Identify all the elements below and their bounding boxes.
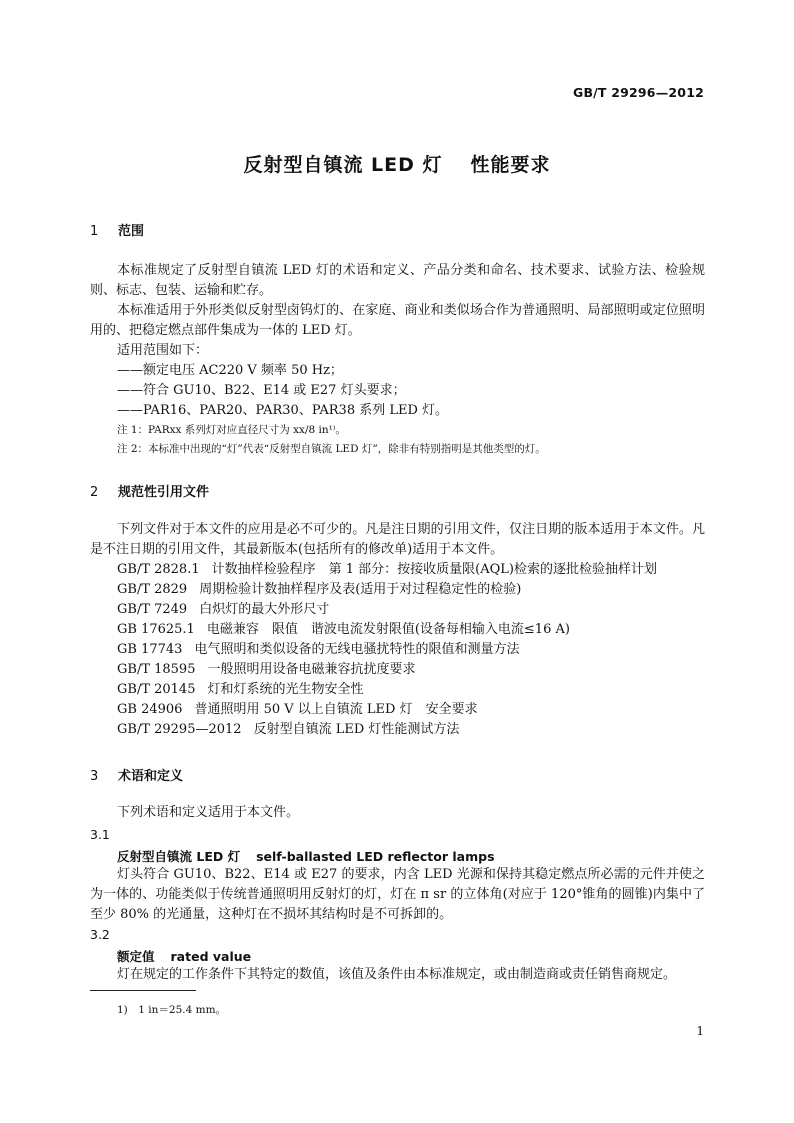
- paragraph: 本标准适用于外形类似反射型卤钨灯的、在家庭、商业和类似场合作为普通照明、局部照明或定位照明用的、把稳定燃点部件集成为一体的 LED 灯。: [90, 303, 705, 338]
- reference-item: [90, 620, 705, 640]
- term-zh: 反射型自镇流 LED 灯: [117, 849, 241, 864]
- reference-title: 白炽灯的最大外形尺寸: [199, 602, 330, 617]
- list-item: ——符合 GU10、B22、E14 或 E27 灯头要求；: [117, 383, 406, 398]
- reference-code: GB/T 20145: [117, 682, 196, 697]
- section-2-body: [90, 520, 705, 740]
- definition-text: 灯头符合 GU10、B22、E14 或 E27 的要求，内含 LED 光源和保持其稳定燃点所必需的元件并使之为一体的、功能类似于传统普通照明用反射灯的灯，灯在 π sr 的立体角(对应于 120°锥角的圆锥)内集中了至少 80% 的光通量，这种灯在不损坏其结构时是不可拆卸的。: [90, 867, 705, 922]
- paragraph: 本标准规定了反射型自镇流 LED 灯的术语和定义、产品分类和命名、技术要求、试验方法、检验规则、标志、包装、运输和贮存。: [90, 263, 705, 298]
- section-title: 术语和定义: [118, 769, 184, 784]
- term-definition: [90, 965, 705, 985]
- reference-code: GB/T 29295—2012: [117, 722, 242, 737]
- reference-item: [90, 680, 705, 700]
- section-number: 3: [90, 769, 99, 784]
- section-number: 1: [90, 224, 99, 239]
- footnote-divider: [90, 990, 196, 991]
- reference-item: [90, 600, 705, 620]
- reference-item: [90, 700, 705, 720]
- section-title: 规范性引用文件: [118, 485, 210, 500]
- section-3-heading: [90, 765, 183, 784]
- reference-code: GB 24906: [117, 702, 183, 717]
- reference-title: 反射型自镇流 LED 灯性能测试方法: [253, 722, 460, 737]
- page-number: 1: [696, 1024, 704, 1038]
- reference-title: 普通照明用 50 V 以上自镇流 LED 灯 安全要求: [194, 702, 478, 717]
- definition-text: 灯在规定的工作条件下其特定的数值，该值及条件由本标准规定，或由制造商或责任销售商规定。: [117, 967, 677, 982]
- reference-title: 电磁兼容 限值 谐波电流发射限值(设备每相输入电流≤16 A): [206, 622, 570, 637]
- reference-code: GB 17743: [117, 642, 183, 657]
- list-item: ——PAR16、PAR20、PAR30、PAR38 系列 LED 灯。: [117, 403, 449, 418]
- title-part-1: 反射型自镇流 LED 灯: [243, 154, 443, 176]
- section-number: 2: [90, 485, 99, 500]
- reference-code: GB 17625.1: [117, 622, 195, 637]
- list-item: ——额定电压 AC220 V 频率 50 Hz；: [117, 363, 343, 378]
- reference-title: 电气照明和类似设备的无线电骚扰特性的限值和测量方法: [194, 642, 520, 657]
- term-definition: [90, 865, 705, 925]
- term-heading: [117, 947, 251, 965]
- standard-code: GB/T 29296—2012: [572, 85, 704, 100]
- reference-item: [90, 580, 705, 600]
- reference-item: [90, 560, 705, 580]
- reference-title: 计数抽样检验程序 第 1 部分：按接收质量限(AQL)检索的逐批检验抽样计划: [211, 562, 657, 577]
- reference-code: GB/T 7249: [117, 602, 188, 617]
- reference-code: GB/T 18595: [117, 662, 196, 677]
- reference-item: [90, 660, 705, 680]
- section-title: 范围: [118, 224, 145, 239]
- paragraph: 下列文件对于本文件的应用是必不可少的。凡是注日期的引用文件，仅注日期的版本适用于本文件。凡是不注日期的引用文件，其最新版本(包括所有的修改单)适用于本文件。: [90, 522, 705, 557]
- title-part-2: 性能要求: [470, 154, 551, 176]
- term-en: self-ballasted LED reflector lamps: [256, 849, 495, 864]
- reference-title: 一般照明用设备电磁兼容抗扰度要求: [207, 662, 416, 677]
- footnote: 1) 1 in＝25.4 mm。: [117, 1004, 227, 1016]
- section-3-intro: [90, 803, 705, 823]
- clause-number: 3.2: [90, 927, 110, 942]
- reference-item: [90, 720, 705, 740]
- document-title: [0, 150, 794, 177]
- section-1-body: [90, 261, 705, 459]
- clause-number: 3.1: [90, 827, 110, 842]
- reference-item: [90, 640, 705, 660]
- note-1: 注 1：PARxx 系列灯对应直径尺寸为 xx/8 in¹⁾。: [117, 424, 346, 436]
- reference-title: 灯和灯系统的光生物安全性: [207, 682, 364, 697]
- section-1-heading: [90, 220, 144, 239]
- reference-code: GB/T 2829: [117, 582, 188, 597]
- term-en: rated value: [170, 949, 252, 964]
- reference-title: 周期检验计数抽样程序及表(适用于对过程稳定性的检验): [199, 582, 522, 597]
- section-2-heading: [90, 481, 209, 500]
- term-heading: [117, 847, 495, 865]
- term-zh: 额定值: [117, 949, 155, 964]
- note-2: 注 2：本标准中出现的“灯”代表“反射型自镇流 LED 灯”，除非有特别指明是其他类型的灯。: [117, 443, 546, 455]
- paragraph: 下列术语和定义适用于本文件。: [117, 805, 300, 820]
- scope-intro: 适用范围如下：: [117, 343, 209, 358]
- reference-code: GB/T 2828.1: [117, 562, 200, 577]
